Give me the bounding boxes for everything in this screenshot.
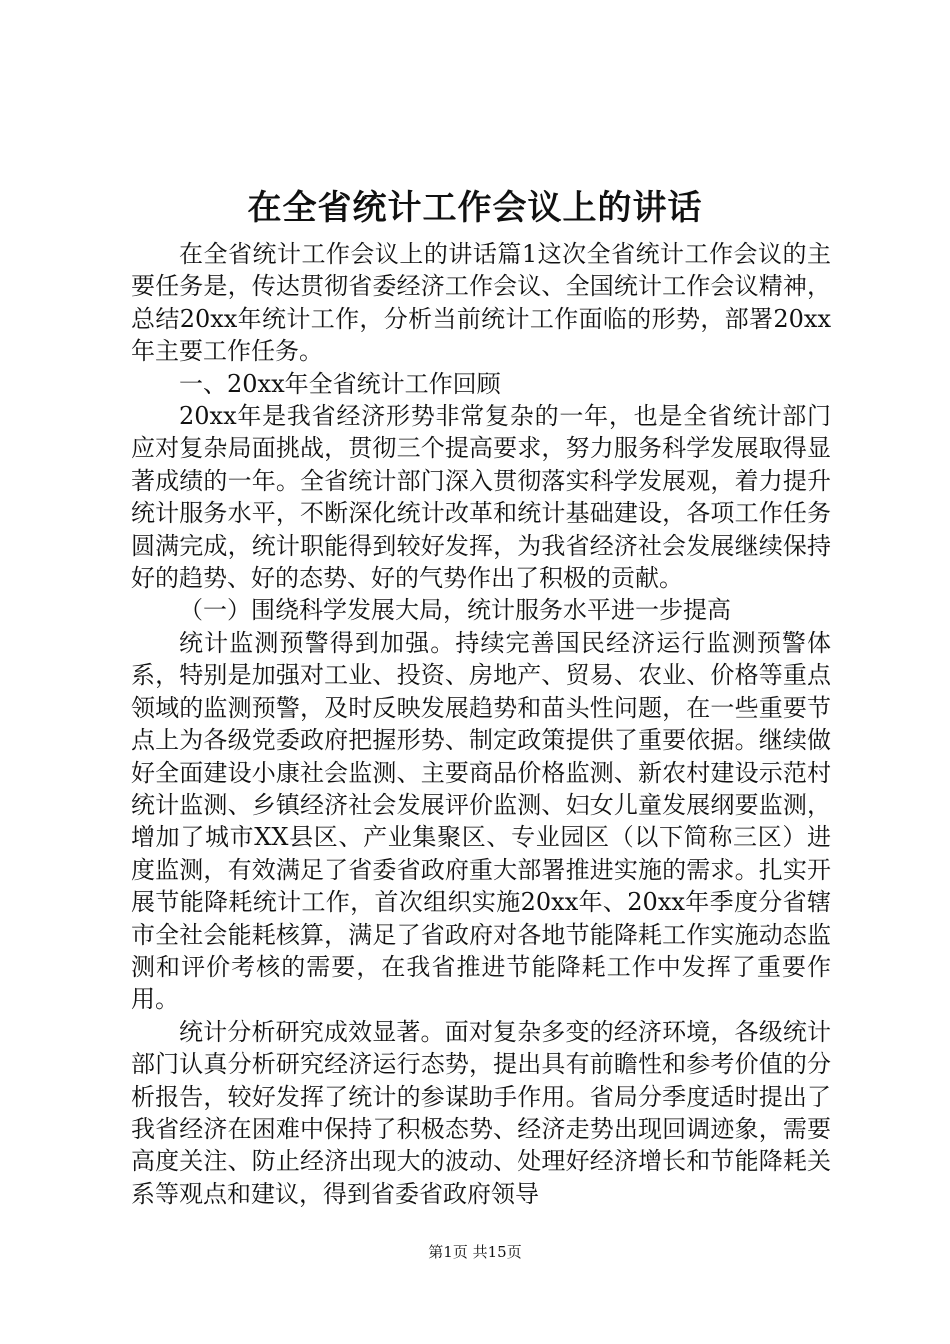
paragraph-intro: 在全省统计工作会议上的讲话篇1这次全省统计工作会议的主要任务是，传达贯彻省委经济工作会议、全国统计工作会议精神，总结20xx年统计工作，分析当前统计工作面临的形势，部署20xx年主要工作任务。 <box>131 240 831 366</box>
page-footer: 第1页 共15页 <box>428 1243 522 1261</box>
paragraph-overview: 20xx年是我省经济形势非常复杂的一年，也是全省统计部门应对复杂局面挑战，贯彻三个提高要求，努力服务科学发展取得显著成绩的一年。全省统计部门深入贯彻落实科学发展观，着力提升统计服务水平，不断深化统计改革和统计基础建设，各项工作任务圆满完成，统计职能得到较好发挥，为我省经济社会发展继续保持好的趋势、好的态势、好的气势作出了积极的贡献。 <box>131 402 831 593</box>
page-title: 在全省统计工作会议上的讲话 <box>247 188 703 228</box>
document-body <box>131 238 831 1210</box>
paragraph-analysis: 统计分析研究成效显著。面对复杂多变的经济环境，各级统计部门认真分析研究经济运行态势，提出具有前瞻性和参考价值的分析报告，较好发挥了统计的参谋助手作用。省局分季度适时提出了我省经济在困难中保持了积极态势、经济走势出现回调迹象，需要高度关注、防止经济出现大的波动、处理好经济增长和节能降耗关系等观点和建议，得到省委省政府领导 <box>131 1017 831 1208</box>
subsection-heading-service: （一）围绕科学发展大局，统计服务水平进一步提高 <box>179 596 731 625</box>
section-heading-review: 一、20xx年全省统计工作回顾 <box>179 369 501 398</box>
paragraph-monitoring: 统计监测预警得到加强。持续完善国民经济运行监测预警体系，特别是加强对工业、投资、房地产、贸易、农业、价格等重点领域的监测预警，及时反映发展趋势和苗头性问题，在一些重要节点上为各级党委政府把握形势、制定政策提供了重要依据。继续做好全面建设小康社会监测、主要商品价格监测、新农村建设示范村统计监测、乡镇经济社会发展评价监测、妇女儿童发展纲要监测，增加了城市XX县区、产业集聚区、专业园区（以下简称三区）进度监测，有效满足了省委省政府重大部署推进实施的需求。扎实开展节能降耗统计工作，首次组织实施20xx年、20xx年季度分省辖市全社会能耗核算，满足了省政府对各地节能降耗工作实施动态监测和评价考核的需要，在我省推进节能降耗工作中发挥了重要作用。 <box>131 628 831 1014</box>
